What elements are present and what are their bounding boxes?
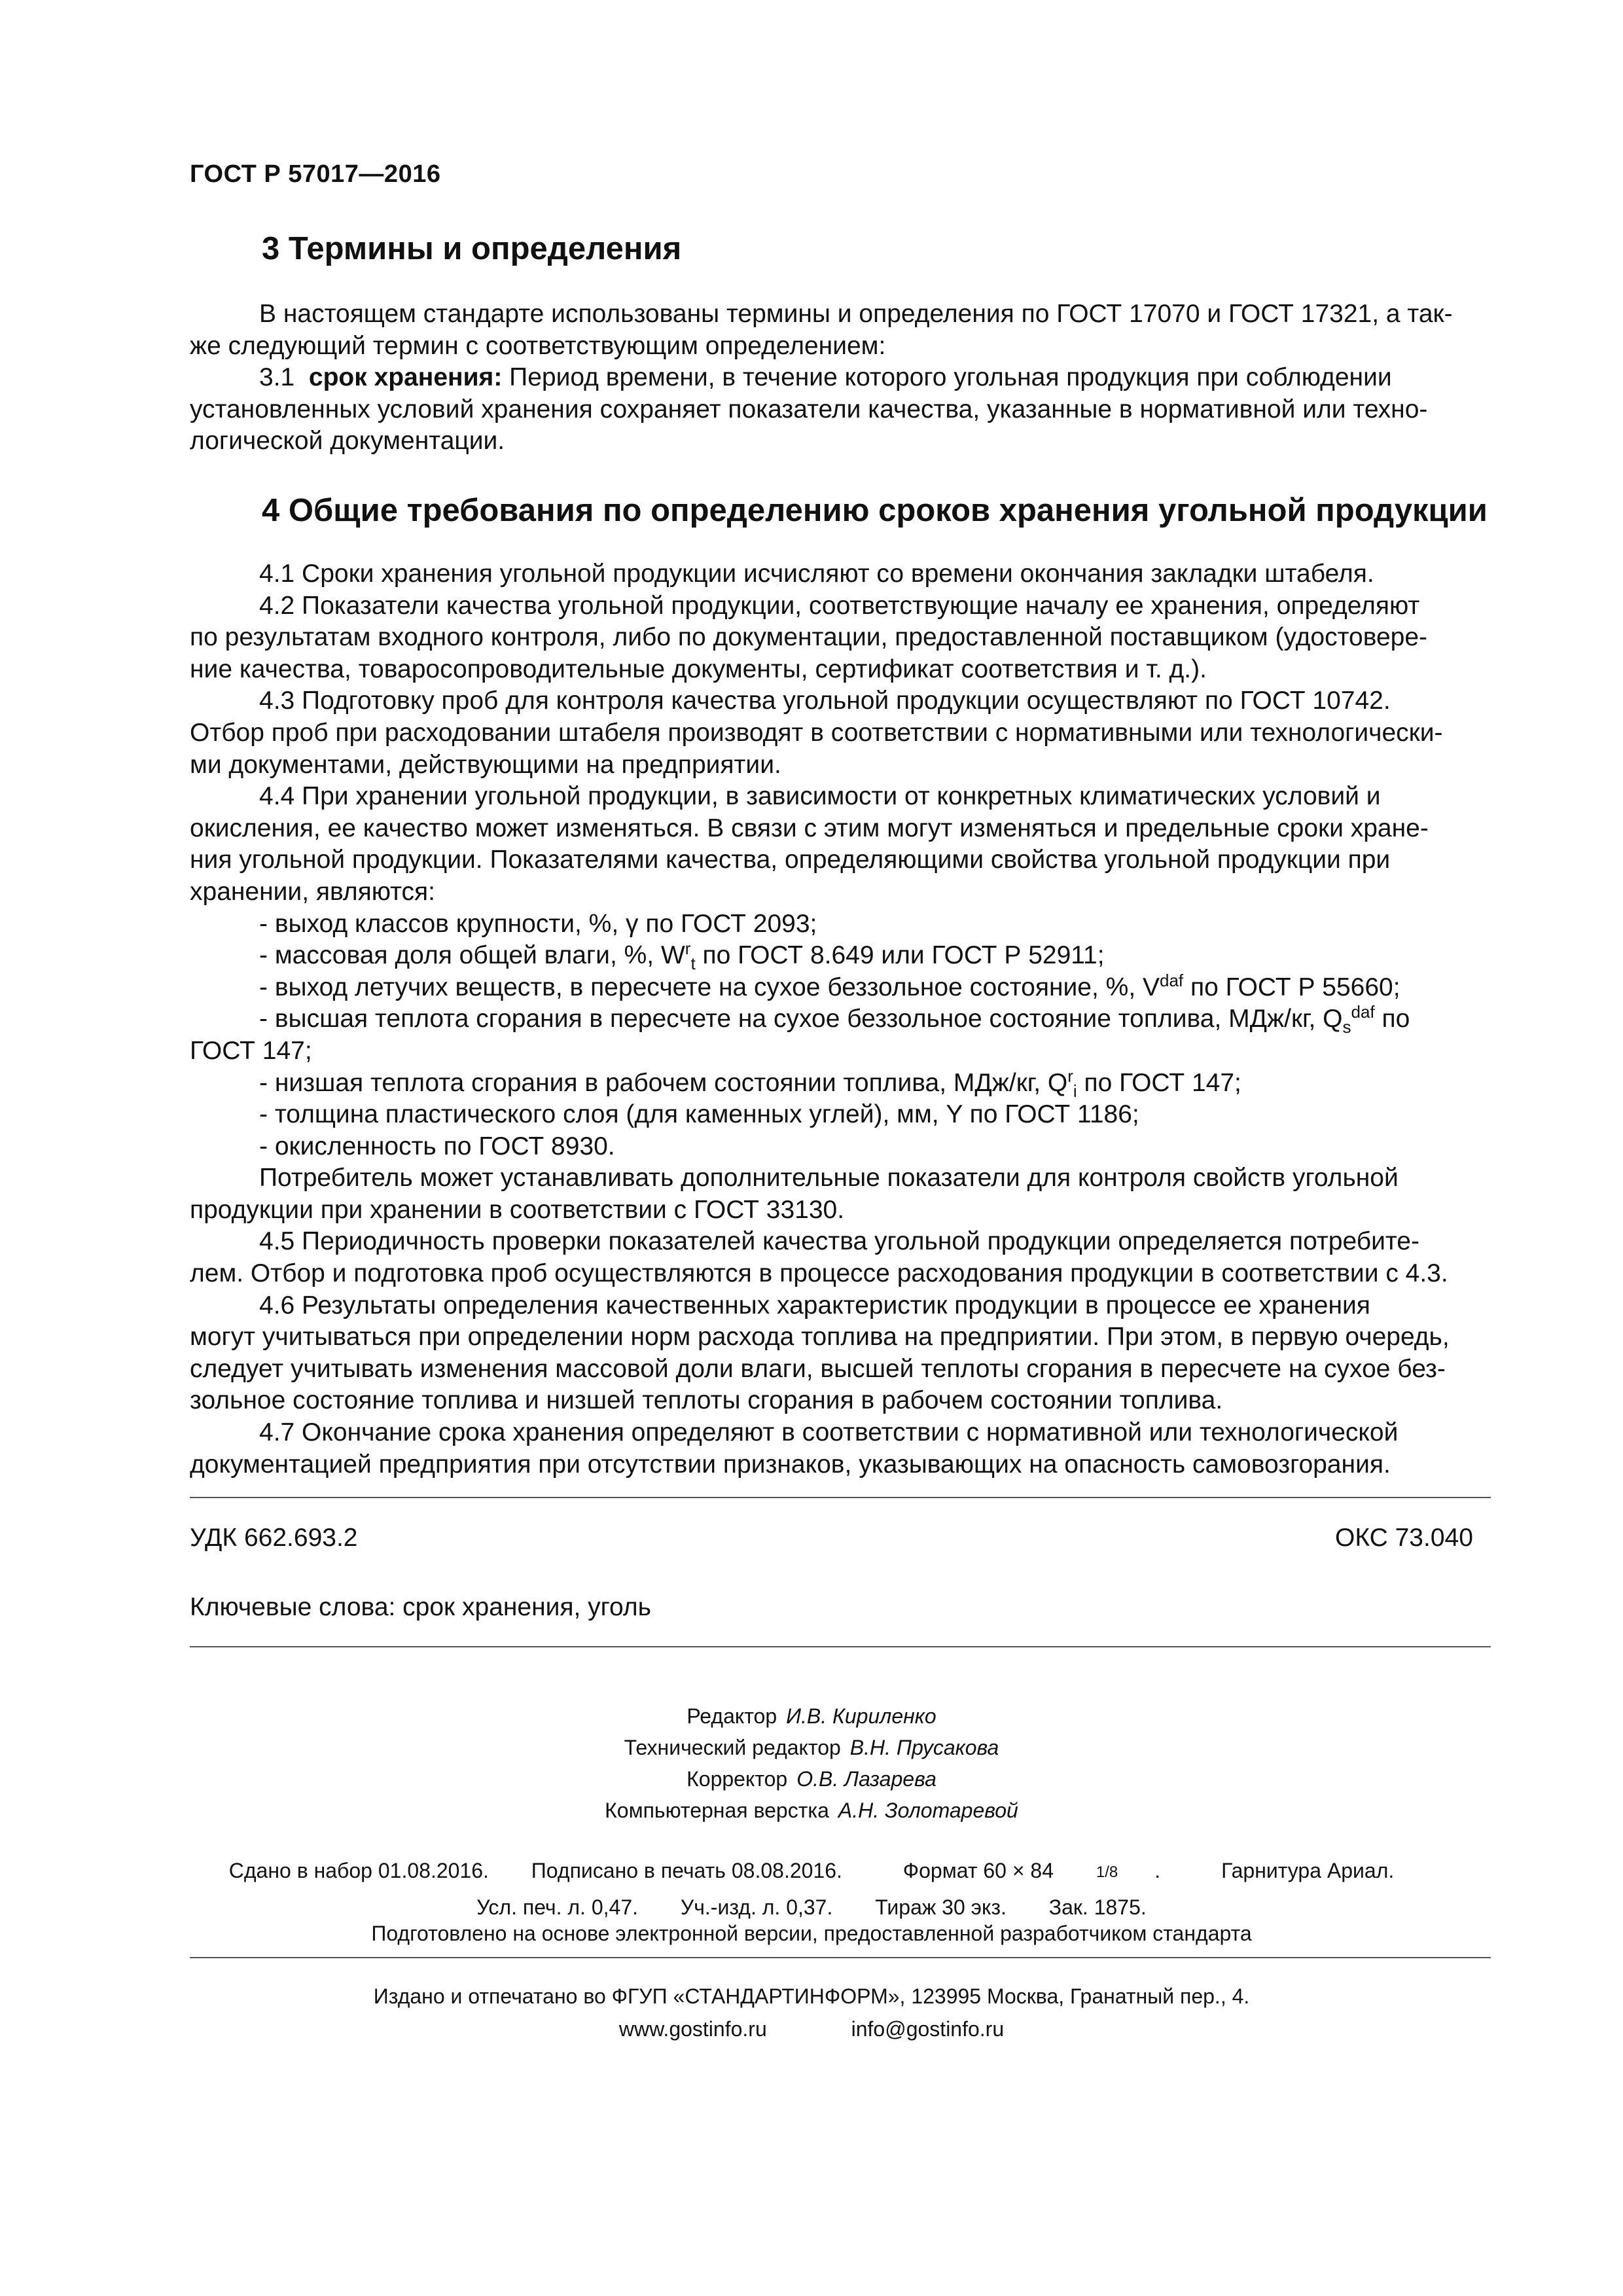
publication-info-row-1: Сдано в набор 01.08.2016. Подписано в печать 08.08.2016. Формат 60 × 84 1/8 . Гарнитура Ариал. [228, 1859, 1395, 1882]
prepared-note: Подготовлено на основе электронной версии, предоставленной разработчиком стандарта [371, 1922, 1252, 1945]
paragraph: ми документами, действующими на предприятии. [190, 750, 781, 779]
website-link[interactable]: www.gostinfo.ru [618, 2017, 767, 2041]
divider [190, 1497, 1491, 1498]
list-item: - высшая теплота сгорания в пересчете на сухое беззольное состояние топлива, МДж/кг, $Q_s^{daf}$ по [259, 1002, 1410, 1037]
list-item: - выход летучих веществ, в пересчете на сухое беззольное состояние, %, $V^{daf}$ по ГОСТ Р 55660; [259, 970, 1400, 1001]
paragraph: ния угольной продукции. Показателями качества, определяющими свойства угольной продукции при [190, 846, 1391, 874]
section-3-body [190, 298, 1491, 457]
udk-code: УДК 662.693.2 [190, 1524, 358, 1552]
paragraph: могут учитываться при определении норм расхода топлива на предприятии. При этом, в первую очередь, [190, 1323, 1450, 1352]
paragraph-4-4: 4.4 При хранении угольной продукции, в зависимости от конкретных климатических условий и [259, 782, 1381, 811]
paragraph-4-6: 4.6 Результаты определения качественных характеристик продукции в процессе ее хранения [259, 1291, 1370, 1319]
credit-layout: Компьютерная верстка А.Н. Золотаревой [605, 1799, 1018, 1822]
paragraph: хранении, являются: [190, 877, 435, 906]
section-3-title: 3 Термины и определения [262, 231, 682, 266]
paragraph-4-5: 4.5 Периодичность проверки показателей качества угольной продукции определяется потребите- [259, 1227, 1419, 1256]
paragraph-4-2: 4.2 Показатели качества угольной продукции, соответствующие началу ее хранения, определяют [259, 591, 1420, 620]
paragraph: установленных условий хранения сохраняет показатели качества, указанные в нормативной или техно- [190, 395, 1428, 423]
term-definition: 3.1 срок хранения: Период времени, в течение которого угольная продукция при соблюдении [259, 363, 1392, 392]
term: срок хранения: [308, 363, 503, 392]
paragraph: лем. Отбор и подготовка проб осуществляются в процессе расходования продукции в соответствии с 4.3. [190, 1259, 1448, 1288]
section-4-title: 4 Общие требования по определению сроков хранения угольной продукции [262, 493, 1488, 528]
keywords: Ключевые слова: срок хранения, уголь [190, 1593, 651, 1621]
paragraph: окисления, ее качество может изменяться. В связи с этим могут изменяться и предельные сроки хране- [190, 814, 1429, 842]
publisher-info: Издано и отпечатано во ФГУП «СТАНДАРТИНФОРМ», 123995 Москва, Гранатный пер., 4. [373, 1984, 1250, 2008]
list-item: - массовая доля общей влаги, %, $W^r_t$ по ГОСТ 8.649 или ГОСТ Р 52911; [259, 939, 1105, 973]
credit-tech-editor: Технический редактор В.Н. Прусакова [624, 1736, 999, 1759]
email-link[interactable]: info@gostinfo.ru [851, 2017, 1005, 2041]
credit-editor: Редактор И.В. Кириленко [687, 1704, 936, 1728]
paragraph: логической документации. [190, 427, 505, 456]
paragraph: В настоящем стандарте использованы термины и определения по ГОСТ 17070 и ГОСТ 17321, а так- же следующий термин с соответствующим определением: [190, 300, 1453, 360]
list-item: - толщина пластического слоя (для каменных углей), мм, Y по ГОСТ 1186; [259, 1100, 1139, 1129]
paragraph: продукции при хранении в соответствии с ГОСТ 33130. [190, 1195, 845, 1224]
paragraph: документацией предприятия при отсутствии признаков, указывающих на опасность самовозгорания. [190, 1450, 1391, 1479]
credits [0, 1700, 1623, 1826]
credit-proofreader: Корректор О.В. Лазарева [687, 1767, 936, 1791]
list-item: - выход классов крупности, %, γ по ГОСТ 2093; [259, 909, 817, 938]
paragraph: Потребитель может устанавливать дополнительные показатели для контроля свойств угольной [259, 1164, 1399, 1193]
paragraph: по результатам входного контроля, либо по документации, предоставленной поставщиком (удостовере- [190, 623, 1428, 652]
oks-code: ОКС 73.040 [1335, 1524, 1473, 1552]
list-item: - низшая теплота сгорания в рабочем состоянии топлива, МДж/кг, $Q^r_i$ по ГОСТ 147; [259, 1066, 1241, 1101]
paragraph-4-1: 4.1 Сроки хранения угольной продукции исчисляют со времени окончания закладки штабеля. [259, 560, 1374, 588]
paragraph: следует учитывать изменения массовой доли влаги, высшей теплоты сгорания в пересчете на сухое без- [190, 1354, 1446, 1383]
publication-info-row-2: Усл. печ. л. 0,47. Уч.-изд. л. 0,37. Тираж 30 экз. Зак. 1875. [476, 1895, 1147, 1919]
divider [190, 1646, 1491, 1647]
contact-info [0, 2017, 1623, 2041]
divider [190, 1957, 1491, 1958]
paragraph: Отбор проб при расходовании штабеля производят в соответствии с нормативными или технологически- [190, 718, 1443, 747]
list-item-continuation: ГОСТ 147; [190, 1036, 312, 1065]
document-code: ГОСТ Р 57017—2016 [190, 160, 441, 188]
list-item: - окисленность по ГОСТ 8930. [259, 1132, 615, 1160]
paragraph: зольное состояние топлива и низшей теплоты сгорания в рабочем состоянии топлива. [190, 1386, 1223, 1415]
paragraph-4-7: 4.7 Окончание срока хранения определяют в соответствии с нормативной или технологической [259, 1418, 1399, 1447]
paragraph: ние качества, товаросопроводительные документы, сертификат соответствия и т. д.). [190, 655, 1207, 683]
section-4-body [190, 558, 1491, 1480]
paragraph-4-3: 4.3 Подготовку проб для контроля качества угольной продукции осуществляют по ГОСТ 10742. [259, 687, 1391, 715]
